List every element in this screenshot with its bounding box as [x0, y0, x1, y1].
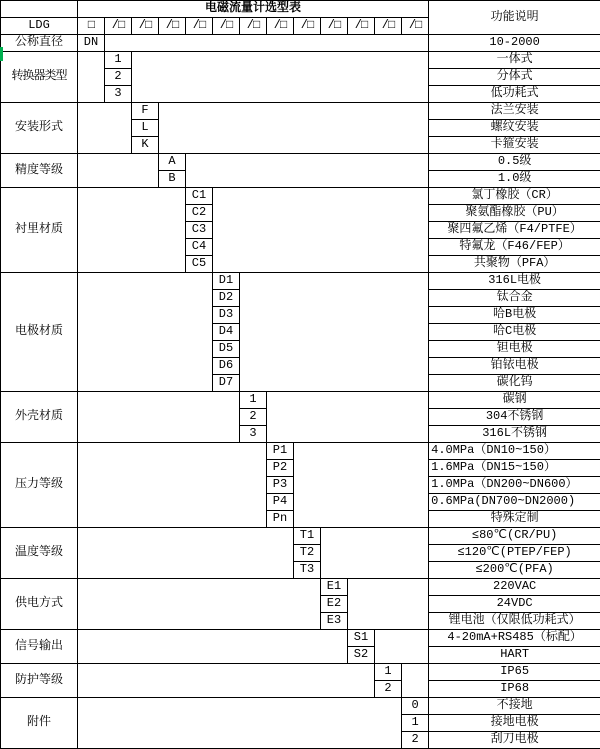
- option-code: 3: [105, 86, 132, 103]
- spacer-cell-right: [105, 35, 429, 52]
- category-label: 压力等级: [1, 443, 78, 528]
- option-description: ≤200℃(PFA): [429, 562, 600, 579]
- option-code: K: [132, 137, 159, 154]
- option-description: ≤120℃(PTEP/FEP): [429, 545, 600, 562]
- category-label: 转换器类型: [1, 52, 78, 103]
- model-code-box-9: /□: [294, 18, 321, 35]
- spacer-cell-right: [132, 52, 429, 103]
- option-code: 2: [240, 409, 267, 426]
- model-code-box-10: /□: [321, 18, 348, 35]
- selector-table-body: [1, 1, 600, 749]
- option-description: 螺纹安装: [429, 120, 600, 137]
- option-code: E3: [321, 613, 348, 630]
- spacer-cell-right: [402, 664, 429, 698]
- spacer-cell-left: [78, 698, 402, 749]
- option-code: 3: [240, 426, 267, 443]
- model-code-box-4: /□: [159, 18, 186, 35]
- option-description: 10-2000: [429, 35, 600, 52]
- category-label: 温度等级: [1, 528, 78, 579]
- option-code: B: [159, 171, 186, 188]
- category-label: 公称直径: [1, 35, 78, 52]
- category-label: 精度等级: [1, 154, 78, 188]
- category-label: 电极材质: [1, 273, 78, 392]
- option-description: 1.0级: [429, 171, 600, 188]
- option-code: Pn: [267, 511, 294, 528]
- spacer-cell-right: [267, 392, 429, 443]
- option-description: 4-20mA+RS485（标配）: [429, 630, 600, 647]
- green-marker: [0, 47, 3, 61]
- option-code: 1: [375, 664, 402, 681]
- spacer-cell-right: [294, 443, 429, 528]
- spacer-cell-left: [78, 630, 348, 664]
- model-code-box-5: /□: [186, 18, 213, 35]
- category-label: 衬里材质: [1, 188, 78, 273]
- option-description: HART: [429, 647, 600, 664]
- option-code: 1: [240, 392, 267, 409]
- option-code: 0: [402, 698, 429, 715]
- spacer-cell-right: [375, 630, 429, 664]
- spacer-cell-left: [78, 579, 321, 630]
- option-description: 316L电极: [429, 273, 600, 290]
- model-code-box-7: /□: [240, 18, 267, 35]
- option-code: E1: [321, 579, 348, 596]
- option-code: DN: [78, 35, 105, 52]
- option-description: 钛合金: [429, 290, 600, 307]
- category-label: 供电方式: [1, 579, 78, 630]
- option-description: 共聚物（PFA）: [429, 256, 600, 273]
- option-description: 1.6MPa（DN15~150）: [429, 460, 600, 477]
- option-description: 316L不锈钢: [429, 426, 600, 443]
- category-label: 附件: [1, 698, 78, 749]
- option-description: 刮刀电极: [429, 732, 600, 749]
- model-code-box-1: □: [78, 18, 105, 35]
- option-description: 聚氨酯橡胶（PU）: [429, 205, 600, 222]
- option-code: A: [159, 154, 186, 171]
- option-code: C3: [186, 222, 213, 239]
- option-code: T2: [294, 545, 321, 562]
- option-description: 24VDC: [429, 596, 600, 613]
- option-code: D6: [213, 358, 240, 375]
- option-description: 接地电极: [429, 715, 600, 732]
- spacer-cell-right: [186, 154, 429, 188]
- category-label: 安装形式: [1, 103, 78, 154]
- option-description: 0.5级: [429, 154, 600, 171]
- option-code: C1: [186, 188, 213, 205]
- option-description: 铂铱电极: [429, 358, 600, 375]
- spacer-cell-right: [321, 528, 429, 579]
- option-description: 4.0MPa（DN10~150）: [429, 443, 600, 460]
- option-code: C4: [186, 239, 213, 256]
- spacer-cell-left: [78, 443, 267, 528]
- option-description: 碳钢: [429, 392, 600, 409]
- model-code-box-8: /□: [267, 18, 294, 35]
- option-description: 一体式: [429, 52, 600, 69]
- option-description: 法兰安装: [429, 103, 600, 120]
- spacer-cell-left: [78, 188, 186, 273]
- option-code: 1: [105, 52, 132, 69]
- spacer-cell-right: [348, 579, 429, 630]
- option-description: 分体式: [429, 69, 600, 86]
- spacer-cell-left: [78, 664, 375, 698]
- option-code: D4: [213, 324, 240, 341]
- option-description: 不接地: [429, 698, 600, 715]
- option-code: 2: [105, 69, 132, 86]
- option-description: 0.6MPa(DN700~DN2000): [429, 494, 600, 511]
- option-description: 聚四氟乙烯（F4/PTFE）: [429, 222, 600, 239]
- option-code: T3: [294, 562, 321, 579]
- option-code: C5: [186, 256, 213, 273]
- option-code: F: [132, 103, 159, 120]
- model-code-box-6: /□: [213, 18, 240, 35]
- option-code: E2: [321, 596, 348, 613]
- option-description: 304不锈钢: [429, 409, 600, 426]
- option-code: P4: [267, 494, 294, 511]
- option-code: P3: [267, 477, 294, 494]
- spacer-cell-left: [78, 52, 105, 103]
- option-code: D1: [213, 273, 240, 290]
- option-description: IP68: [429, 681, 600, 698]
- spacer-cell-right: [159, 103, 429, 154]
- spacer-cell-left: [78, 103, 132, 154]
- option-code: P1: [267, 443, 294, 460]
- category-label: 防护等级: [1, 664, 78, 698]
- model-prefix: LDG: [1, 18, 78, 35]
- option-code: S2: [348, 647, 375, 664]
- option-description: 特殊定制: [429, 511, 600, 528]
- option-code: C2: [186, 205, 213, 222]
- option-code: D7: [213, 375, 240, 392]
- option-code: D3: [213, 307, 240, 324]
- model-code-box-2: /□: [105, 18, 132, 35]
- option-code: 1: [402, 715, 429, 732]
- option-description: 卡箍安装: [429, 137, 600, 154]
- option-code: T1: [294, 528, 321, 545]
- model-code-box-11: /□: [348, 18, 375, 35]
- spacer-cell-right: [213, 188, 429, 273]
- spacer-cell-left: [78, 392, 240, 443]
- option-description: 220VAC: [429, 579, 600, 596]
- option-description: 1.0MPa（DN200~DN600）: [429, 477, 600, 494]
- option-code: D2: [213, 290, 240, 307]
- option-description: 特氟龙（F46/FEP）: [429, 239, 600, 256]
- option-description: 氯丁橡胶（CR）: [429, 188, 600, 205]
- option-description: 钽电极: [429, 341, 600, 358]
- category-label: 信号输出: [1, 630, 78, 664]
- option-description: ≤80℃(CR/PU): [429, 528, 600, 545]
- category-label: 外壳材质: [1, 392, 78, 443]
- spacer-cell-left: [78, 273, 213, 392]
- page-title: 电磁流量计选型表: [78, 1, 429, 18]
- spacer-cell-right: [240, 273, 429, 392]
- title-row-corner-cell: [1, 1, 78, 18]
- option-description: 锂电池（仅限低功耗式）: [429, 613, 600, 630]
- option-code: P2: [267, 460, 294, 477]
- option-code: 2: [402, 732, 429, 749]
- option-code: S1: [348, 630, 375, 647]
- option-description: IP65: [429, 664, 600, 681]
- function-column-header: 功能说明: [429, 1, 600, 35]
- option-description: 哈C电极: [429, 324, 600, 341]
- spacer-cell-left: [78, 528, 294, 579]
- spacer-cell-left: [78, 154, 159, 188]
- model-code-box-12: /□: [375, 18, 402, 35]
- model-code-box-3: /□: [132, 18, 159, 35]
- model-code-box-13: /□: [402, 18, 429, 35]
- option-code: D5: [213, 341, 240, 358]
- option-description: 碳化钨: [429, 375, 600, 392]
- option-description: 低功耗式: [429, 86, 600, 103]
- option-code: L: [132, 120, 159, 137]
- option-code: 2: [375, 681, 402, 698]
- option-description: 哈B电极: [429, 307, 600, 324]
